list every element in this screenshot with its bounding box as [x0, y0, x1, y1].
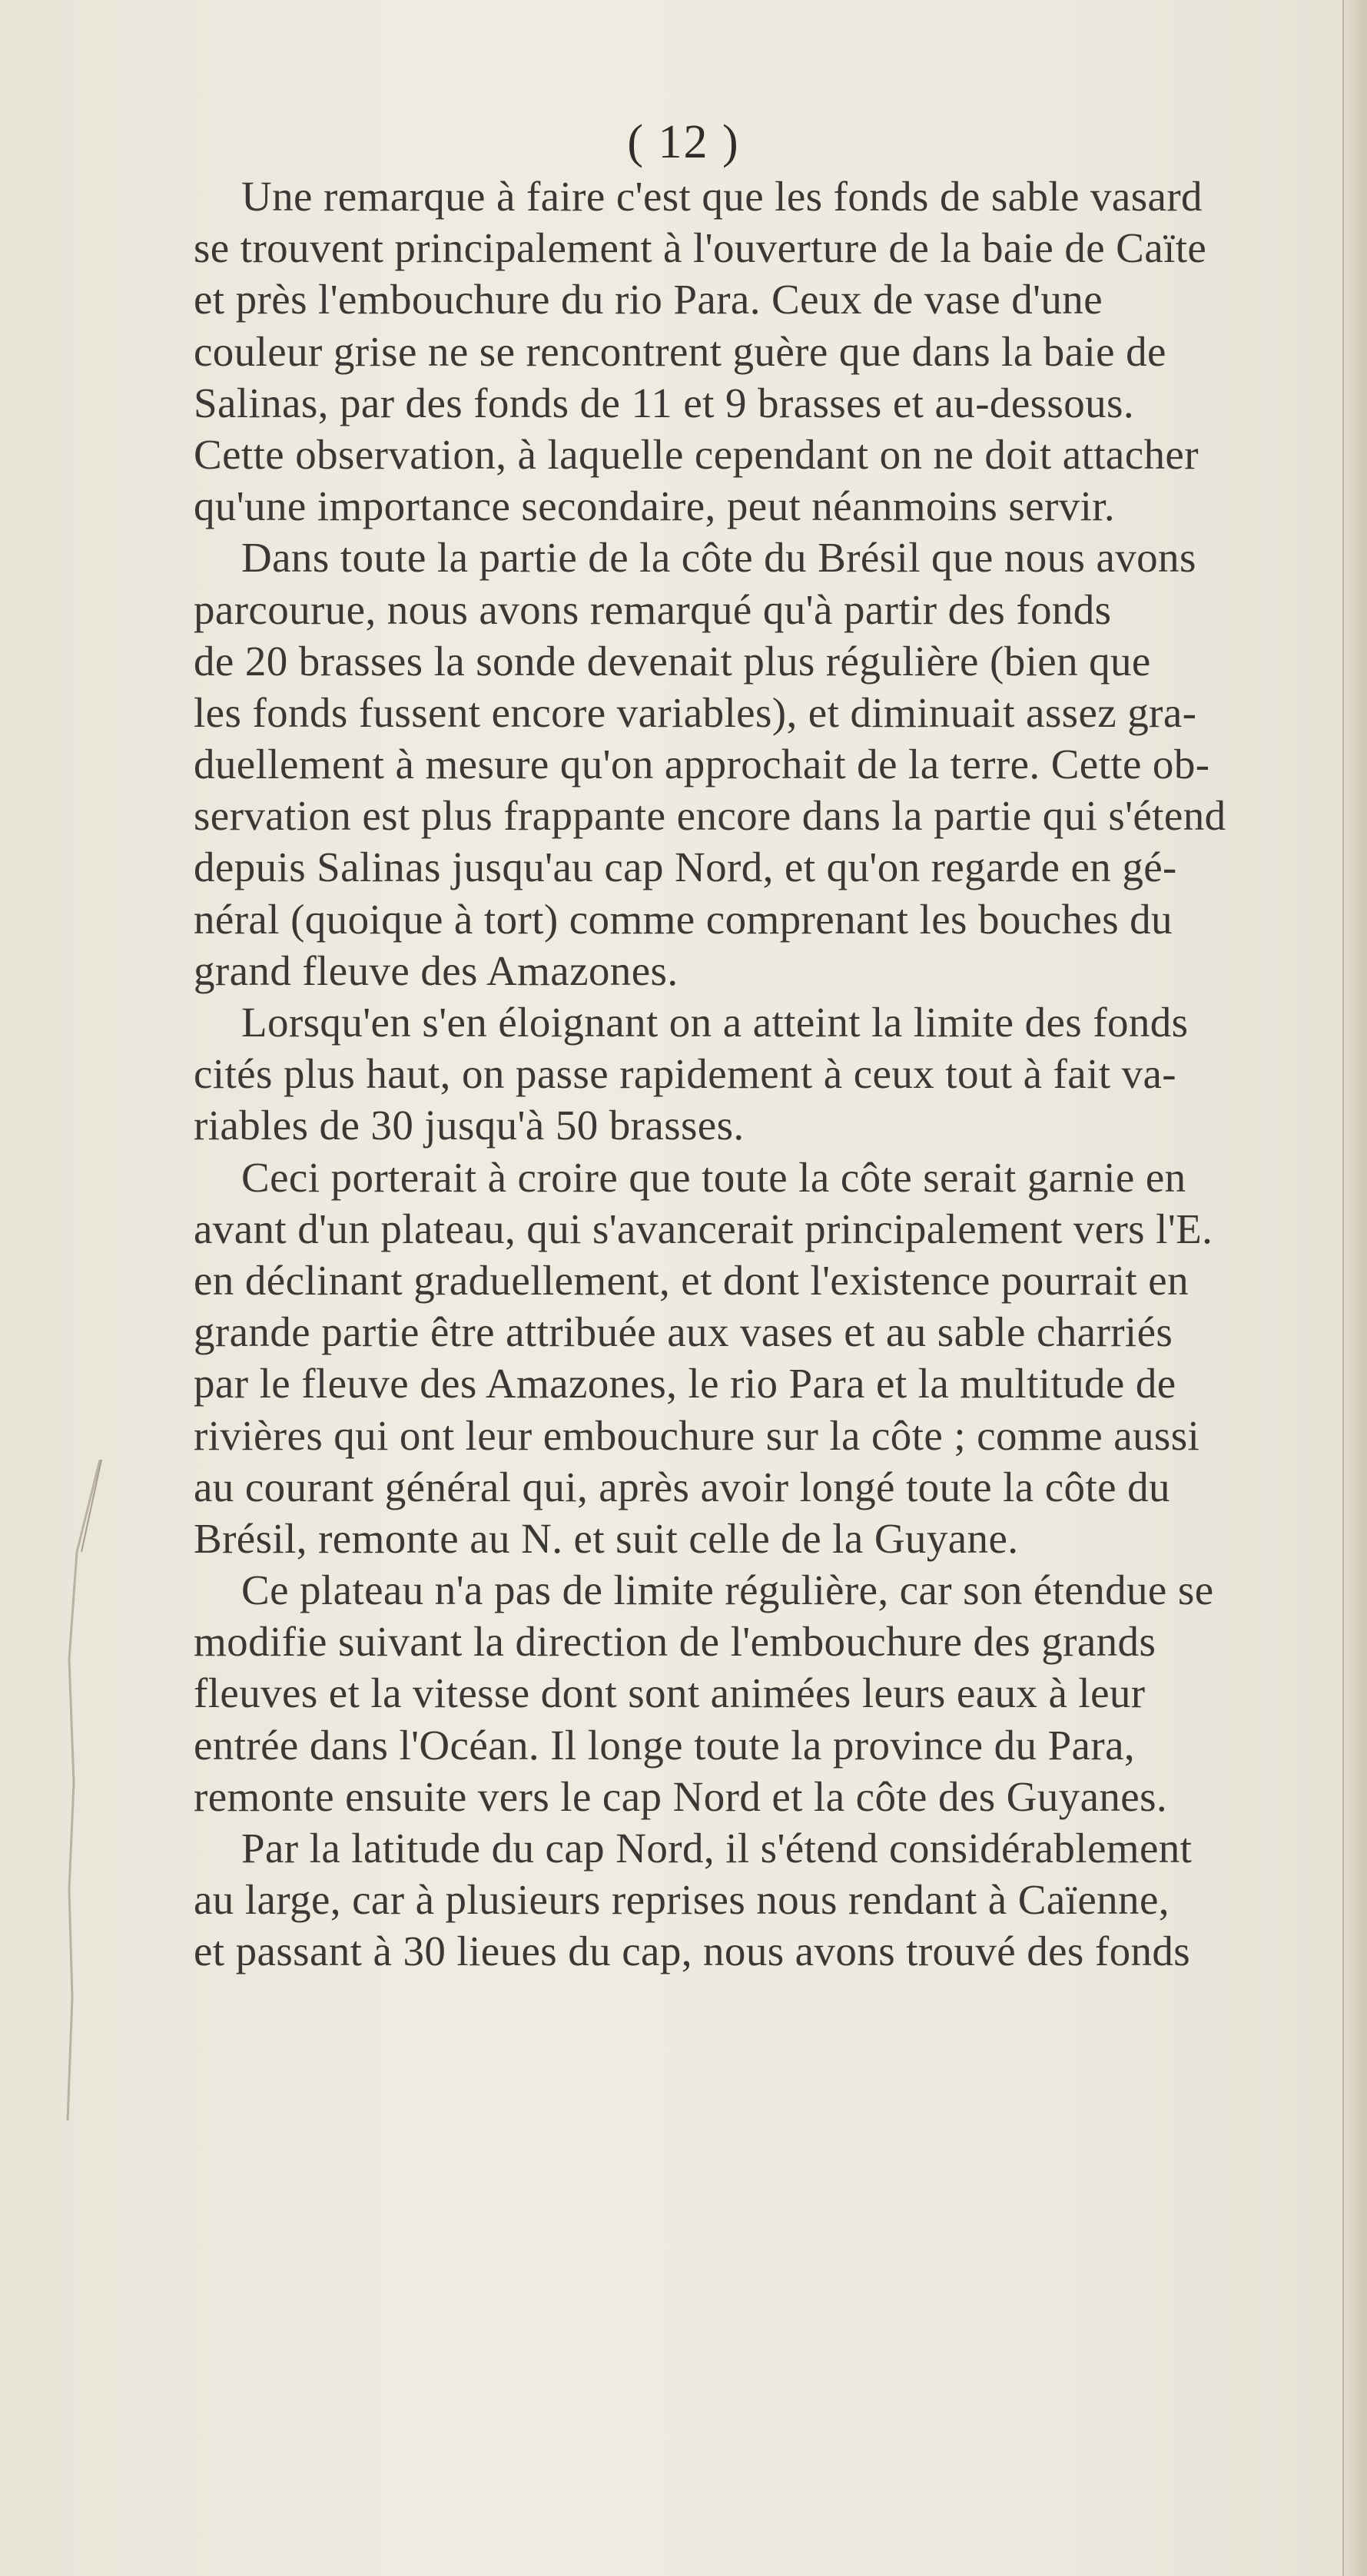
text-line: modifie suivant la direction de l'embouchure des grands [194, 1618, 1156, 1666]
text-line: Ce plateau n'a pas de limite régulière, car son étendue se [241, 1566, 1214, 1614]
text-line: fleuves et la vitesse dont sont animées leurs eaux à leur [194, 1669, 1146, 1717]
text-line: cités plus haut, on passe rapidement à ceux tout à fait va- [194, 1050, 1177, 1098]
text-line: par le fleuve des Amazones, le rio Para et la multitude de [194, 1360, 1176, 1407]
text-line: de 20 brasses la sonde devenait plus régulière (bien que [194, 637, 1151, 685]
text-line: et près l'embouchure du rio Para. Ceux de vase d'une [194, 276, 1103, 323]
text-line: en déclinant graduellement, et dont l'existence pourrait en [194, 1256, 1189, 1304]
text-line: Lorsqu'en s'en éloignant on a atteint la limite des fonds [241, 999, 1189, 1046]
margin-ink-marks [46, 1460, 108, 2305]
text-line: Dans toute la partie de la côte du Brésil que nous avons [241, 534, 1196, 582]
text-line: au courant général qui, après avoir longé toute la côte du [194, 1463, 1170, 1510]
text-line: grande partie être attribuée aux vases et au sable charriés [194, 1308, 1173, 1356]
text-line: grand fleuve des Amazones. [194, 947, 679, 994]
text-line: Une remarque à faire c'est que les fonds de sable vasard [241, 173, 1203, 220]
text-line: se trouvent principalement à l'ouverture de la baie de Caïte [194, 224, 1207, 272]
text-line: et passant à 30 lieues du cap, nous avons trouvé des fonds [194, 1928, 1191, 1975]
text-line: avant d'un plateau, qui s'avancerait principalement vers l'E. [194, 1205, 1213, 1252]
text-line: remonte ensuite vers le cap Nord et la côte des Guyanes. [194, 1772, 1168, 1820]
text-line: parcourue, nous avons remarqué qu'à partir des fonds [194, 585, 1112, 633]
text-line: depuis Salinas jusqu'au cap Nord, et qu'on regarde en gé- [194, 844, 1177, 891]
text-line: riables de 30 jusqu'à 50 brasses. [194, 1102, 745, 1149]
text-line: néral (quoique à tort) comme comprenant les bouches du [194, 895, 1173, 943]
text-line: Brésil, remonte au N. et suit celle de la Guyane. [194, 1514, 1019, 1562]
text-line: couleur grise ne se rencontrent guère que dans la baie de [194, 327, 1166, 375]
text-line: Salinas, par des fonds de 11 et 9 brasses et au-dessous. [194, 379, 1134, 426]
text-line: Ceci porterait à croire que toute la côte serait garnie en [241, 1153, 1186, 1201]
text-line: entrée dans l'Océan. Il longe toute la province du Para, [194, 1721, 1136, 1769]
text-line: rivières qui ont leur embouchure sur la côte ; comme aussi [194, 1411, 1200, 1459]
text-line: au large, car à plusieurs reprises nous rendant à Caïenne, [194, 1876, 1170, 1924]
text-line: les fonds fussent encore variables), et diminuait assez gra- [194, 688, 1197, 736]
text-line: duellement à mesure qu'on approchait de la terre. Cette ob- [194, 741, 1210, 788]
text-line: servation est plus frappante encore dans la partie qui s'étend [194, 792, 1226, 840]
text-line: qu'une importance secondaire, peut néanmoins servir. [194, 482, 1116, 530]
page-number: ( 12 ) [627, 116, 740, 168]
body-text [194, 171, 1346, 1978]
text-line: Par la latitude du cap Nord, il s'étend considérablement [241, 1825, 1193, 1871]
text-line: Cette observation, à laquelle cependant on ne doit attacher [194, 430, 1199, 478]
